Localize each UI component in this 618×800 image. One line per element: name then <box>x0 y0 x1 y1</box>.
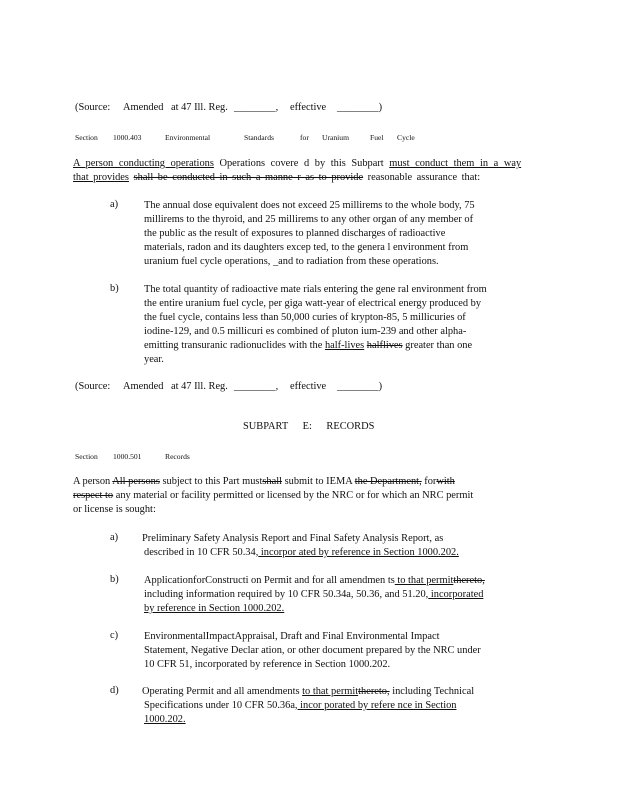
source-effective: effective <box>290 102 327 113</box>
item-line: Preliminary Safety Analysis Report and Final Safety Analysis Report, as <box>142 533 444 544</box>
item-line: the public as the result of exposures to planned discharges of radioactive <box>144 228 446 239</box>
item-line: emitting transuranic radionuclides with the half-lives halflives greater than one <box>144 340 473 351</box>
source-blank-reg: ________, <box>234 102 279 113</box>
section-title: Records <box>165 452 190 461</box>
item-line: uranium fuel cycle operations, _and to radiation from these operations. <box>144 256 439 267</box>
item-line: by reference in Section 1000.202. <box>144 603 285 614</box>
section-word: Section <box>75 133 98 142</box>
section-word: Section <box>75 452 98 461</box>
item-line: described in 10 CFR 50.34, incorpor ated by reference in Section 1000.202. <box>144 547 459 558</box>
subpart-heading: SUBPART E: RECORDS <box>243 421 375 432</box>
item-line: 10 CFR 51, incorporated by reference in Section 1000.202. <box>144 659 391 670</box>
item-line: iodine-129, and 0.5 millicuri es combined of pluton ium-239 and other alpha- <box>144 326 467 337</box>
source-blank-effective: ________) <box>337 102 383 113</box>
source-blank-effective: ________) <box>337 381 383 392</box>
item-label: c) <box>110 630 119 641</box>
section-title-5: Fuel <box>370 133 384 142</box>
intro-line-2: respect to any material or facility permitted or licensed by the NRC or for which an NRC permit <box>73 490 474 501</box>
section-title-4: Uranium <box>322 133 349 142</box>
item-label: a) <box>110 532 119 543</box>
item-line: Operating Permit and all amendments to that permitthereto, including Technical <box>142 686 475 697</box>
item-line: materials, radon and its daughters excep ted, to the genera l environment from <box>144 242 469 253</box>
source-reg: at 47 Ill. Reg. <box>171 381 228 392</box>
intro-line-2: that provides shall be conducted in such a manne r as to provide reasonable assurance that: <box>73 172 481 183</box>
source-amended: Amended <box>123 381 164 392</box>
section-title-3: for <box>300 133 309 142</box>
item-line: Specifications under 10 CFR 50.36a, incor porated by refere nce in Section <box>144 700 457 711</box>
item-label: b) <box>110 283 119 294</box>
source-label: (Source: <box>75 102 111 113</box>
intro-line-3: or license is sought: <box>73 504 156 515</box>
item-line: the entire uranium fuel cycle, per giga watt-year of electrical energy produced by <box>144 298 482 309</box>
section-number: 1000.403 <box>113 133 142 142</box>
item-line: EnvironmentalImpactAppraisal, Draft and Final Environmental Impact <box>144 631 440 642</box>
item-line: The total quantity of radioactive mate rials entering the gene ral environment from <box>144 284 487 295</box>
source-reg: at 47 Ill. Reg. <box>171 102 228 113</box>
item-line: Statement, Negative Declar ation, or other document prepared by the NRC under <box>144 645 481 656</box>
section-title-2: Standards <box>244 133 274 142</box>
section-title-6: Cycle <box>397 133 415 142</box>
source-amended: Amended <box>123 102 164 113</box>
section-number: 1000.501 <box>113 452 142 461</box>
section-title-1: Environmental <box>165 133 211 142</box>
source-blank-reg: ________, <box>234 381 279 392</box>
source-effective: effective <box>290 381 327 392</box>
item-label: a) <box>110 199 119 210</box>
item-label: d) <box>110 685 119 696</box>
item-line: including information required by 10 CFR 50.34a, 50.36, and 51.20, incorporated <box>144 589 484 600</box>
item-line: the fuel cycle, contains less than 50,000 curies of krypton-85, 5 millicuries of <box>144 312 466 323</box>
item-line: 1000.202. <box>144 714 186 725</box>
intro-line-1: A person conducting operations Operations covere d by this Subpart must conduct them in a way <box>73 158 522 169</box>
item-line: year. <box>144 354 164 365</box>
item-line: millirems to the thyroid, and 25 millirems to any other organ of any member of <box>144 214 474 225</box>
item-line: The annual dose equivalent does not exceed 25 millirems to the whole body, 75 <box>144 200 475 211</box>
item-line: ApplicationforConstructi on Permit and for all amendmen ts to that permitthereto, <box>144 575 485 586</box>
source-label: (Source: <box>75 381 111 392</box>
intro-line-1: A person All persons subject to this Part mustshall submit to IEMA the Department, forwith <box>73 476 455 487</box>
item-label: b) <box>110 574 119 585</box>
